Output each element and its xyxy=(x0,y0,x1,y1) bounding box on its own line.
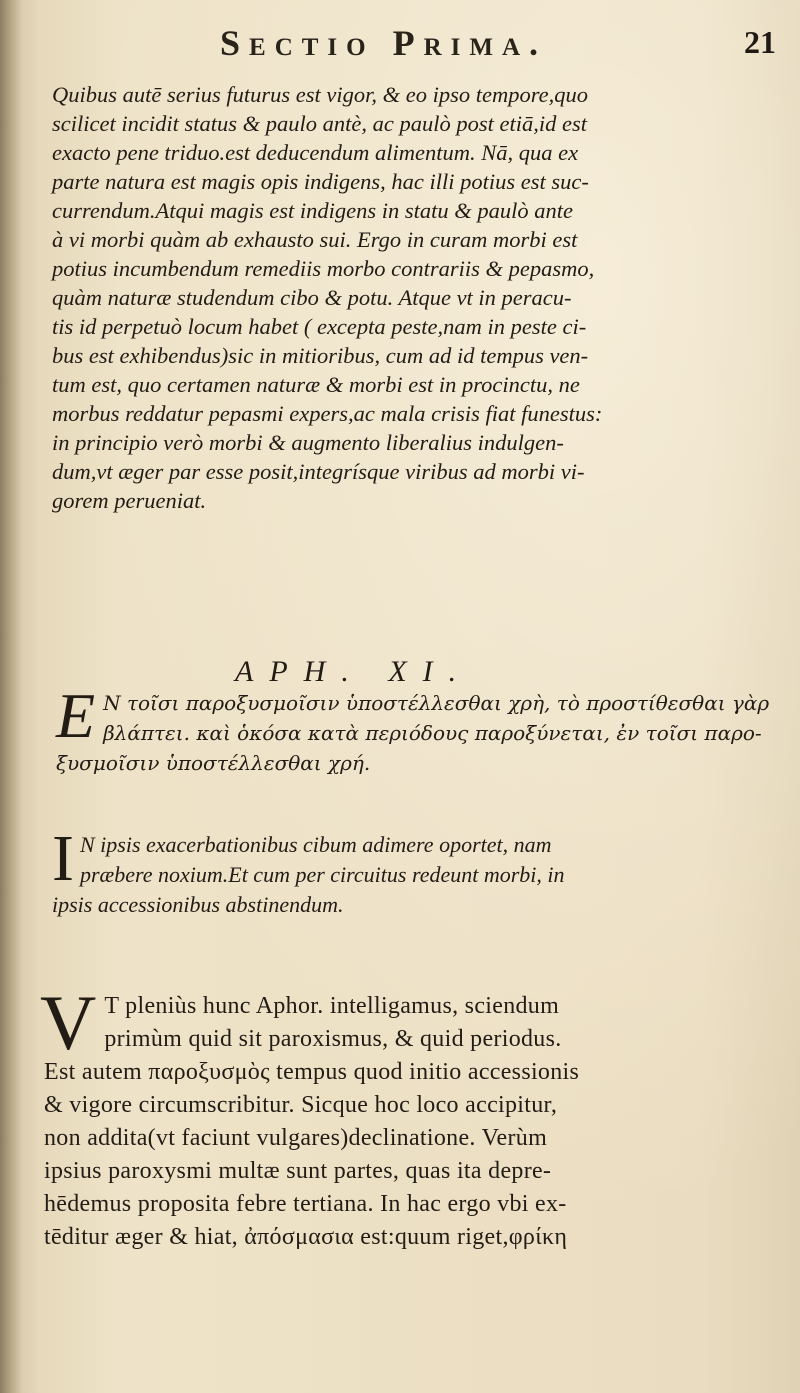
commentary-line: primùm quid sit paroxismus, & quid periodus. xyxy=(104,1026,562,1052)
commentary-paragraph xyxy=(40,979,774,1254)
commentary-line: T pleniùs hunc Aphor. intelligamus, sciendum xyxy=(104,993,560,1019)
text-line: à vi morbi quàm ab exhausto sui. Ergo in curam morbi est xyxy=(52,227,578,252)
text-line: scilicet incidit status & paulo antè, ac paulò post etiā,id est xyxy=(52,111,587,136)
latin-dropcap: I xyxy=(52,822,74,895)
commentary-dropcap: V xyxy=(40,979,97,1066)
latin-aphorism xyxy=(52,822,762,920)
aphorism-heading: APH. XI. xyxy=(235,655,473,688)
text-line: tum est, quo certamen naturæ & morbi est in procinctu, ne xyxy=(52,372,580,397)
latin-line: N ipsis exacerbationibus cibum adimere oportet, nam xyxy=(79,832,552,857)
text-line: in principio verò morbi & augmento liberalius indulgen- xyxy=(52,430,564,455)
text-line: currendum.Atqui magis est indigens in statu & paulò ante xyxy=(52,198,574,223)
greek-dropcap: E xyxy=(56,680,96,751)
text-line: exacto pene triduo.est deducendum alimentum. Nā, qua ex xyxy=(52,140,579,165)
text-line: gorem perueniat. xyxy=(52,488,207,513)
paragraph-commentary-continued xyxy=(52,80,760,515)
text-line: tis id perpetuò locum habet ( excepta peste,nam in peste ci- xyxy=(52,314,587,339)
page-number: 21 xyxy=(744,24,776,60)
latin-line: ipsis accessionibus abstinendum. xyxy=(52,892,344,917)
commentary-line: & vigore circumscribitur. Sicque hoc loco accipitur, xyxy=(44,1092,558,1118)
greek-line: N τοῖσι παροξυσμοῖσιν ὑποστέλλεσθαι χρὴ, τὸ προστίθεσθαι γὰρ xyxy=(103,691,770,715)
text-line: morbus reddatur pepasmi expers,ac mala crisis fiat funestus: xyxy=(52,401,603,426)
text-line: dum,vt æger par esse posit,integrísque viribus ad morbi vi- xyxy=(52,459,585,484)
commentary-line: tēditur æger & hiat, ἀπόσμασια est:quum riget,φρίκη xyxy=(44,1224,568,1250)
text-line: quàm naturæ studendum cibo & potu. Atque vt in peracu- xyxy=(52,285,572,310)
latin-line: præbere noxium.Et cum per circuitus redeunt morbi, in xyxy=(79,862,565,887)
text-line: bus est exhibendus)sic in mitioribus, cum ad id tempus ven- xyxy=(52,343,589,368)
page-header xyxy=(200,18,780,68)
commentary-line: non addita(vt faciunt vulgares)declinatione. Verùm xyxy=(44,1125,548,1151)
text-line: parte natura est magis opis indigens, hac illi potius est suc- xyxy=(52,169,589,194)
page-gutter-shadow xyxy=(0,0,22,1393)
commentary-line: Est autem παροξυσμὸς tempus quod initio accessionis xyxy=(44,1059,580,1085)
greek-line: βλάπτει. καὶ ὁκόσα κατὰ περιόδους παροξύνεται, ἐν τοῖσι παρο- xyxy=(103,721,762,745)
greek-line: ξυσμοῖσιν ὑποστέλλεσθαι χρή. xyxy=(56,751,371,775)
text-line: Quibus autē serius futurus est vigor, & eo ipso tempore,quo xyxy=(52,82,589,107)
greek-aphorism xyxy=(56,680,770,778)
running-title: Sectio Prima. xyxy=(220,23,548,63)
text-line: potius incumbendum remediis morbo contrariis & pepasmo, xyxy=(52,256,595,281)
commentary-line: hēdemus proposita febre tertiana. In hac ergo vbi ex- xyxy=(44,1191,567,1217)
commentary-line: ipsius paroxysmi multæ sunt partes, quas ita depre- xyxy=(44,1158,552,1184)
